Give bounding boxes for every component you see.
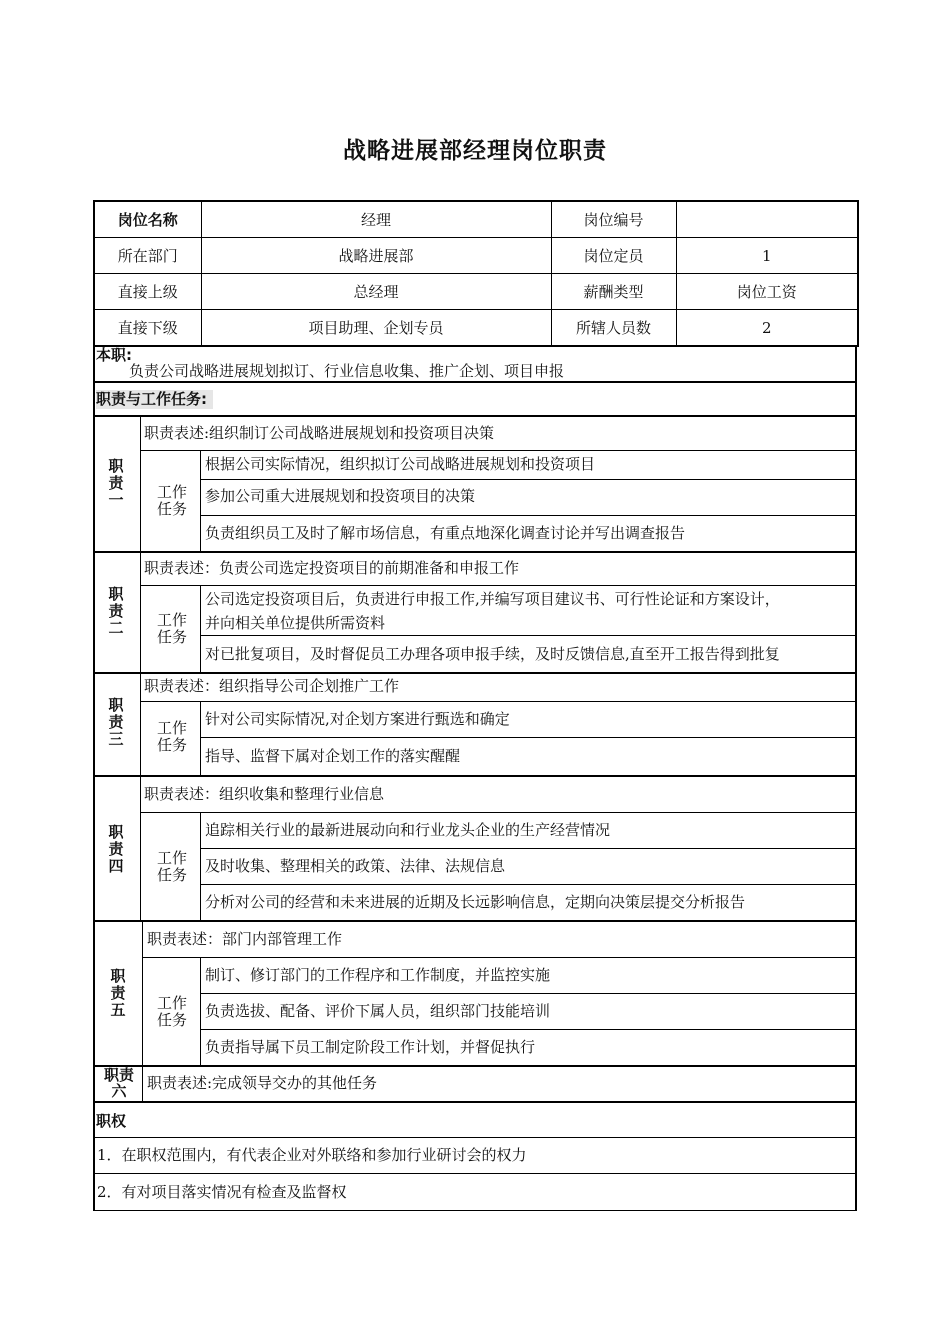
divider — [93, 345, 857, 347]
info-value: 1 — [676, 238, 858, 274]
authority-label: 职权 — [96, 1112, 127, 1130]
duty-task: 负责选拔、配备、评价下属人员，组织部门技能培训 — [205, 1002, 551, 1020]
divider — [200, 635, 857, 636]
divider — [93, 1065, 857, 1067]
work-label: 工作 任务 — [156, 719, 187, 754]
duty-task: 负责指导属下员工制定阶段工作计划，并督促执行 — [205, 1038, 536, 1056]
duty-desc: 职责表述：部门内部管理工作 — [147, 930, 343, 948]
duty-desc: 职责表述：组织收集和整理行业信息 — [144, 785, 385, 803]
divider — [140, 417, 141, 551]
info-value: 战略进展部 — [201, 238, 551, 274]
divider — [200, 957, 201, 1065]
table-row — [94, 274, 858, 310]
authority-item: 2．有对项目落实情况有检查及监督权 — [97, 1183, 347, 1201]
divider — [200, 1029, 857, 1030]
info-table — [93, 200, 859, 347]
info-value — [676, 201, 858, 238]
divider — [140, 701, 857, 702]
divider — [200, 701, 201, 775]
duty-task: 负责组织员工及时了解市场信息，有重点地深化调查讨论并写出调查报告 — [205, 524, 686, 542]
divider — [200, 585, 201, 672]
duty-task: 追踪相关行业的最新进展动向和行业龙头企业的生产经营情况 — [205, 821, 611, 839]
divider — [200, 479, 857, 480]
info-value: 2 — [676, 310, 858, 347]
divider — [93, 920, 857, 922]
divider — [93, 415, 857, 417]
divider — [200, 812, 201, 920]
work-label: 工作 任务 — [156, 994, 187, 1029]
info-key: 所在部门 — [94, 238, 201, 274]
divider — [200, 993, 857, 994]
duty-task: 制订、修订部门的工作程序和工作制度，并监控实施 — [205, 966, 551, 984]
divider — [140, 674, 141, 775]
table-row — [94, 201, 858, 238]
info-key: 直接下级 — [94, 310, 201, 347]
divider — [93, 1137, 857, 1138]
divider — [140, 553, 141, 672]
info-key: 直接上级 — [94, 274, 201, 310]
duty-label: 职 责 一 — [108, 457, 124, 509]
divider — [200, 848, 857, 849]
divider — [142, 922, 143, 1065]
divider — [140, 450, 857, 451]
info-value: 总经理 — [201, 274, 551, 310]
info-value: 项目助理、企划专员 — [201, 310, 551, 347]
divider — [93, 672, 857, 674]
divider — [142, 957, 857, 958]
divider — [93, 1173, 857, 1174]
divider — [200, 450, 201, 551]
duty-task: 公司选定投资项目后，负责进行申报工作,并编写项目建议书、可行性论证和方案设计， — [205, 590, 780, 608]
info-value: 经理 — [201, 201, 551, 238]
divider — [140, 777, 141, 920]
authority-item: 1．在职权范围内，有代表企业对外联络和参加行业研讨会的权力 — [97, 1146, 527, 1164]
duty-task: 参加公司重大进展规划和投资项目的决策 — [205, 487, 476, 505]
duty-task: 对已批复项目，及时督促员工办理各项申报手续，及时反馈信息,直至开工报告得到批复 — [205, 645, 780, 663]
table-row — [94, 310, 858, 347]
duty-label: 职 责 二 — [108, 585, 124, 637]
duty-label: 职 责 四 — [108, 823, 124, 875]
info-key: 薪酬类型 — [551, 274, 676, 310]
info-value: 岗位工资 — [676, 274, 858, 310]
work-label: 工作 任务 — [156, 849, 187, 884]
divider — [140, 585, 857, 586]
duty-task: 并向相关单位提供所需资料 — [205, 614, 386, 632]
divider — [93, 381, 857, 383]
duty-task: 指导、监督下属对企划工作的落实醒醒 — [205, 747, 461, 765]
divider — [93, 775, 857, 777]
divider — [200, 884, 857, 885]
info-key: 岗位名称 — [94, 201, 201, 238]
duty-task: 分析对公司的经营和未来进展的近期及长远影响信息，定期向决策层提交分析报告 — [205, 893, 746, 911]
duty-label: 职 责 五 — [110, 967, 126, 1019]
work-label: 工作 任务 — [156, 483, 187, 518]
duty-task: 根据公司实际情况，组织拟订公司战略进展规划和投资项目 — [205, 455, 596, 473]
duty-desc: 职责表述：组织指导公司企划推广工作 — [144, 677, 400, 695]
duty-desc: 职责表述:组织制订公司战略进展规划和投资项目决策 — [144, 424, 495, 442]
duty-label: 职责 六 — [103, 1066, 134, 1100]
duty-desc: 职责表述：负责公司选定投资项目的前期准备和申报工作 — [144, 559, 520, 577]
divider — [140, 812, 857, 813]
table-row — [94, 238, 858, 274]
info-key: 岗位定员 — [551, 238, 676, 274]
info-key: 岗位编号 — [551, 201, 676, 238]
duties-header: 职责与工作任务: — [96, 390, 213, 409]
duty-label: 职 责 三 — [108, 696, 124, 748]
divider — [93, 1101, 857, 1103]
benzhi-text: 负责公司战略进展规划拟订、行业信息收集、推广企划、项目申报 — [129, 362, 565, 380]
work-label: 工作 任务 — [156, 611, 187, 646]
divider — [200, 737, 857, 738]
duty-desc: 职责表述:完成领导交办的其他任务 — [147, 1074, 378, 1092]
page-title: 战略进展部经理岗位职责 — [343, 138, 607, 164]
divider — [200, 515, 857, 516]
duty-task: 及时收集、整理相关的政策、法律、法规信息 — [205, 857, 506, 875]
duty-task: 针对公司实际情况,对企划方案进行甄选和确定 — [205, 710, 510, 728]
divider — [93, 551, 857, 553]
benzhi-label: 本职: — [96, 346, 132, 364]
info-key: 所辖人员数 — [551, 310, 676, 347]
divider — [142, 1067, 143, 1101]
